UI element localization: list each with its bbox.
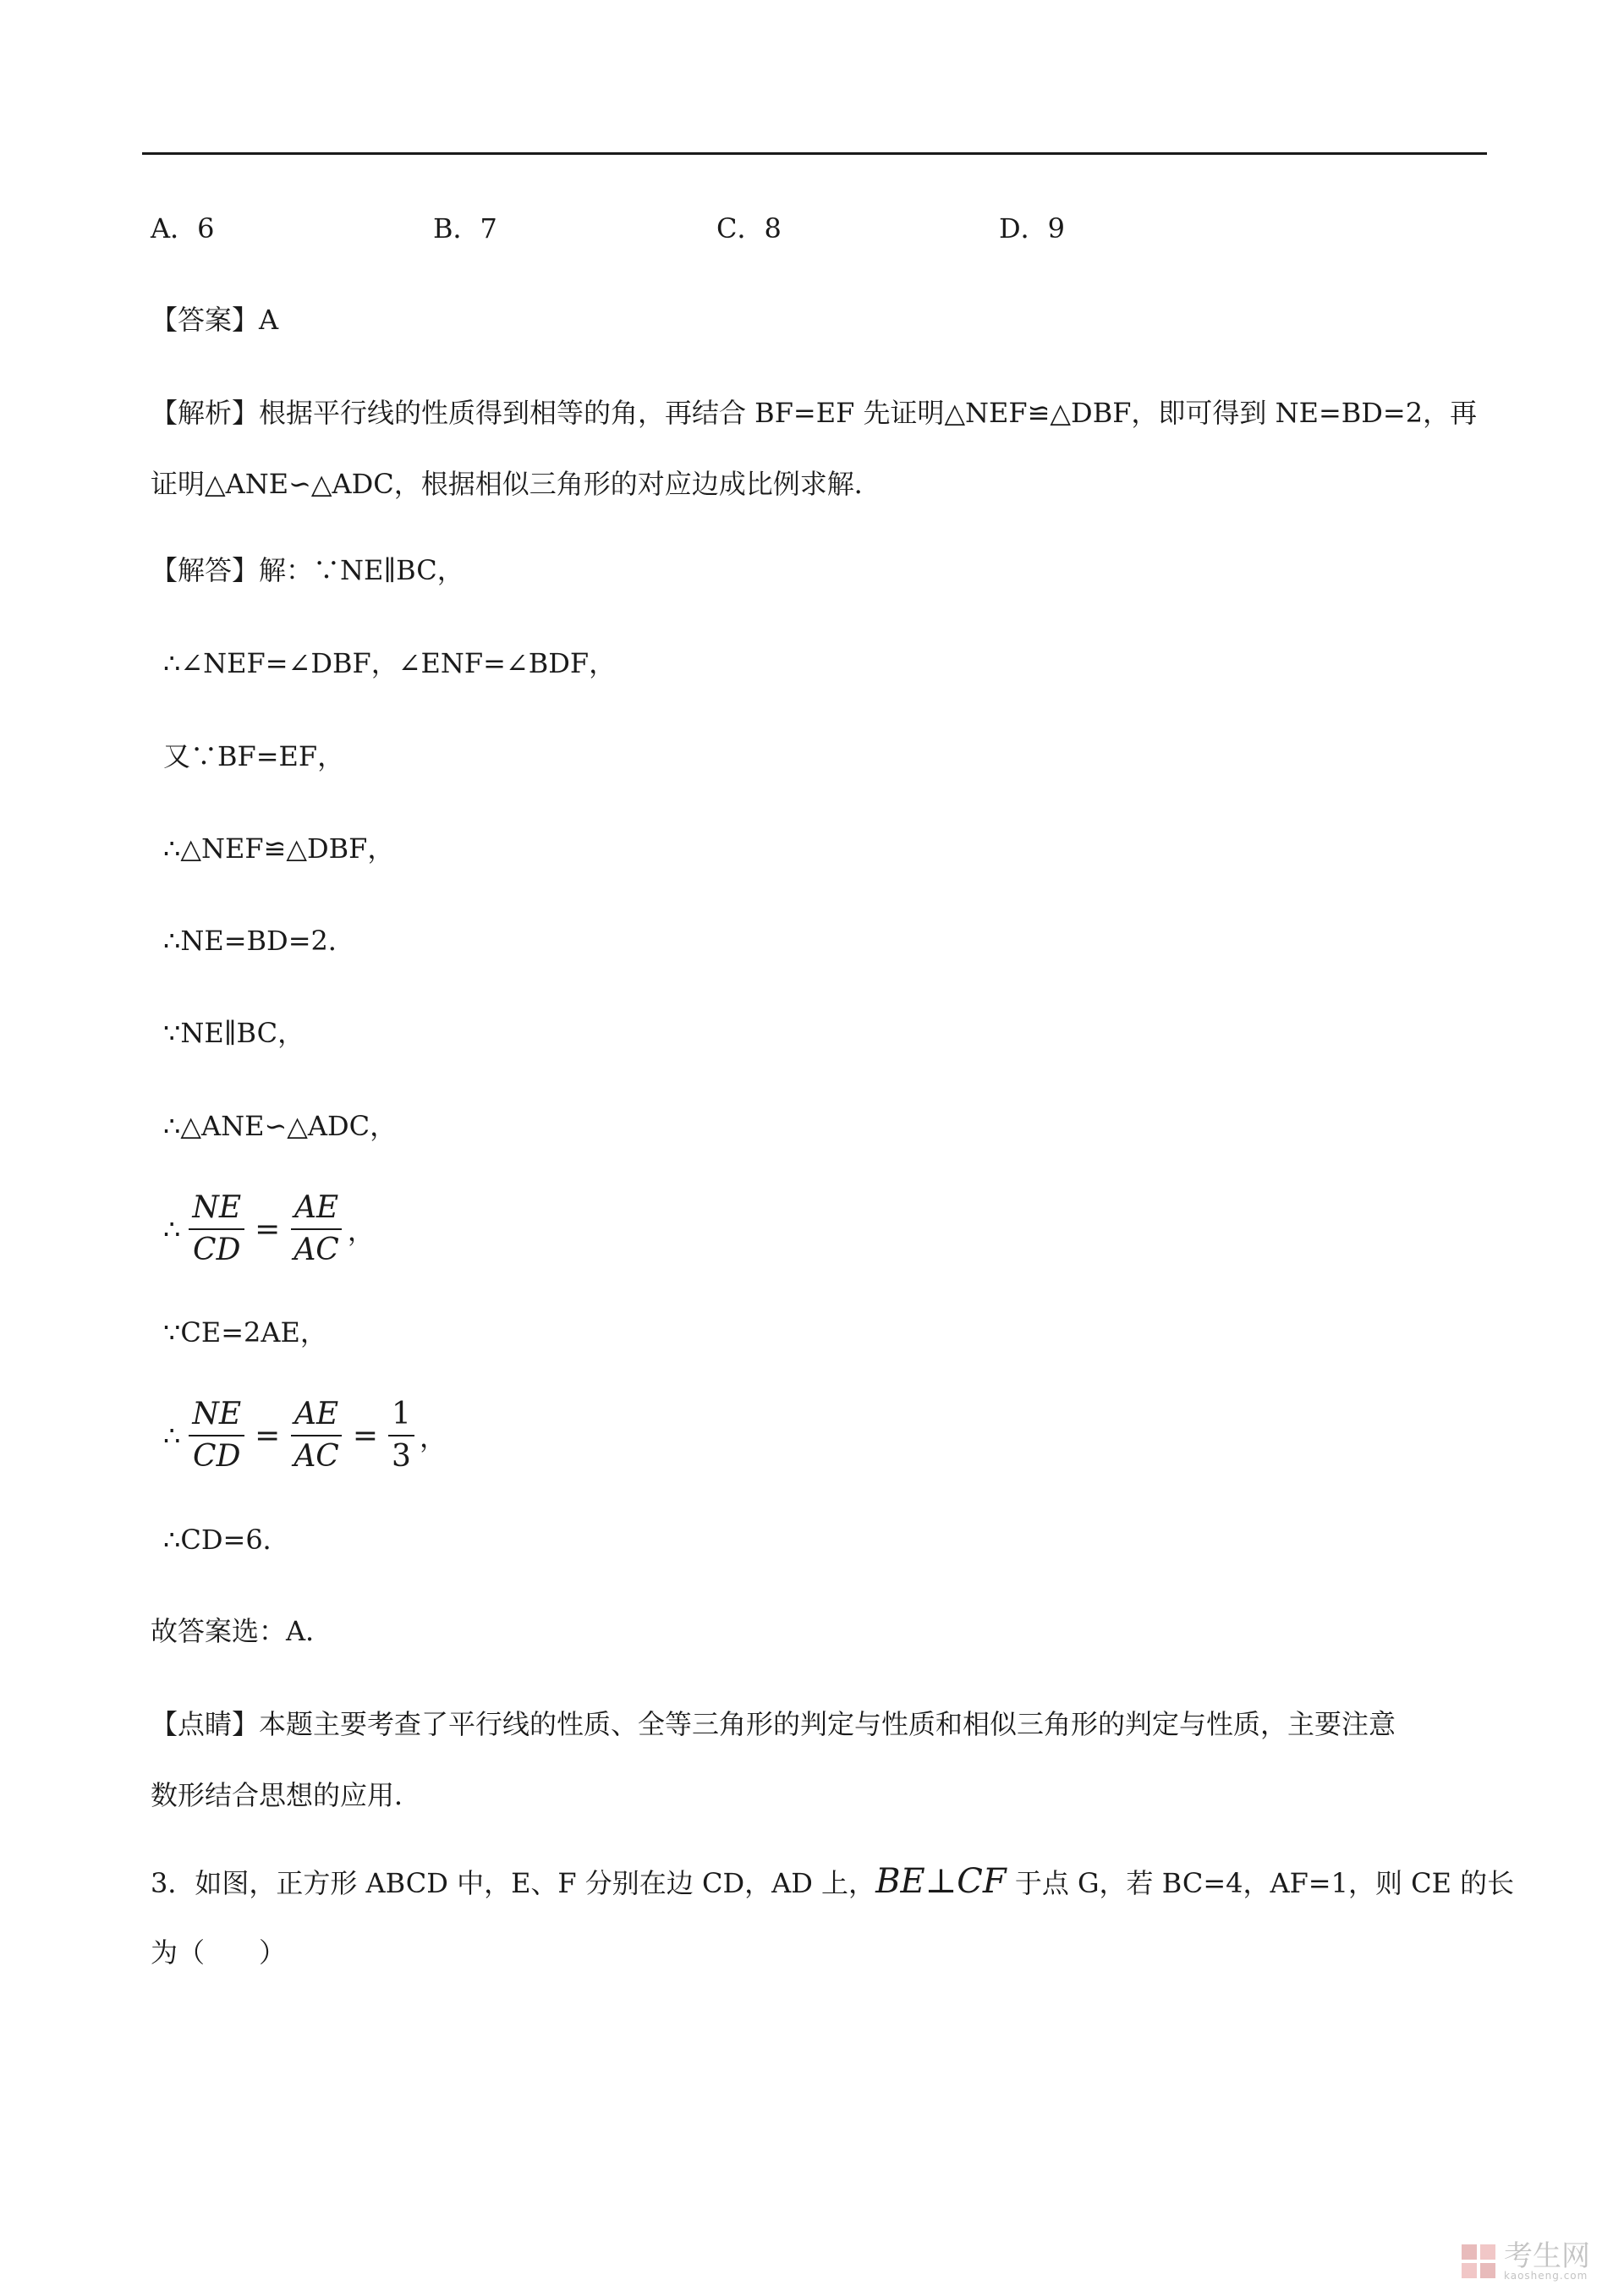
question-3-line-1 [151,1862,1515,1901]
numerator: AE [291,1188,342,1230]
punctuation: ， [347,1215,375,1247]
fraction-ne-cd [189,1394,244,1477]
question-3-text-b: 于点 G，若 BC=4，AF=1，则 CE 的长 [1006,1867,1515,1899]
numerator: NE [189,1188,244,1230]
equals-sign: = [352,1418,379,1453]
numerator: 1 [388,1394,414,1436]
analysis-line-2: 证明△ANE∽△ADC，根据相似三角形的对应边成比例求解． [151,468,881,500]
option-c: C．8 [716,212,782,244]
answer-line: 【答案】A [151,304,279,336]
therefore-symbol: ∴ [163,1213,181,1245]
denominator: 3 [392,1439,411,1474]
solution-line-3: 又∵BF=EF， [163,740,345,772]
solution-line-6: ∵NE∥BC， [163,1017,305,1049]
fraction-equation-1 [163,1183,375,1276]
fraction-ne-cd [189,1188,244,1271]
fraction-ae-ac [290,1188,343,1271]
denominator: AC [294,1233,339,1267]
solution-line-9: ∴CD=6． [163,1524,290,1556]
fraction-equation-2 [163,1389,447,1482]
solution-conclusion: 故答案选：A． [151,1615,333,1647]
denominator: CD [193,1233,241,1267]
comment-line-2: 数形结合思想的应用． [151,1779,422,1811]
fraction-one-third [388,1394,414,1477]
analysis-line-1: 【解析】根据平行线的性质得到相等的角，再结合 BF=EF 先证明△NEF≌△DBF，即可得到 NE=BD=2，再 [151,397,1478,429]
numerator: NE [189,1394,244,1436]
option-a: A．6 [151,212,215,244]
comment-line-1: 【点睛】本题主要考查了平行线的性质、全等三角形的判定与性质和相似三角形的判定与性质，主要注意 [151,1708,1396,1740]
solution-line-7: ∴△ANE∽△ADC， [163,1110,398,1142]
watermark [1460,2239,1590,2282]
fraction-ae-ac [290,1394,343,1477]
question-3-text-a: 3．如图，正方形 ABCD 中，E、F 分别在边 CD，AD 上， [151,1867,876,1899]
therefore-symbol: ∴ [163,1420,181,1452]
equals-sign: = [255,1418,281,1453]
header-rule [142,152,1487,155]
denominator: CD [193,1439,241,1474]
numerator: AE [291,1394,342,1436]
solution-line-2: ∴∠NEF=∠DBF，∠ENF=∠BDF， [163,647,617,679]
kaosheng-logo-icon [1460,2243,1497,2280]
solution-line-4: ∴△NEF≌△DBF， [163,832,395,865]
solution-line-8: ∵CE=2AE， [163,1316,327,1348]
punctuation: ， [419,1421,447,1453]
denominator: AC [294,1439,339,1474]
option-d: D．9 [999,212,1066,244]
solution-line-5: ∴NE=BD=2． [163,925,355,957]
question-3-line-2: 为（ ） [151,1936,287,1969]
watermark-text: 考生网 [1504,2239,1590,2273]
solution-line-1: 【解答】解：∵NE∥BC， [151,554,464,586]
question-3-formula: BE⊥CF [875,1862,1007,1901]
watermark-subtext: kaosheng.com [1504,2270,1588,2282]
equals-sign: = [255,1211,281,1247]
option-b: B．7 [433,212,497,244]
